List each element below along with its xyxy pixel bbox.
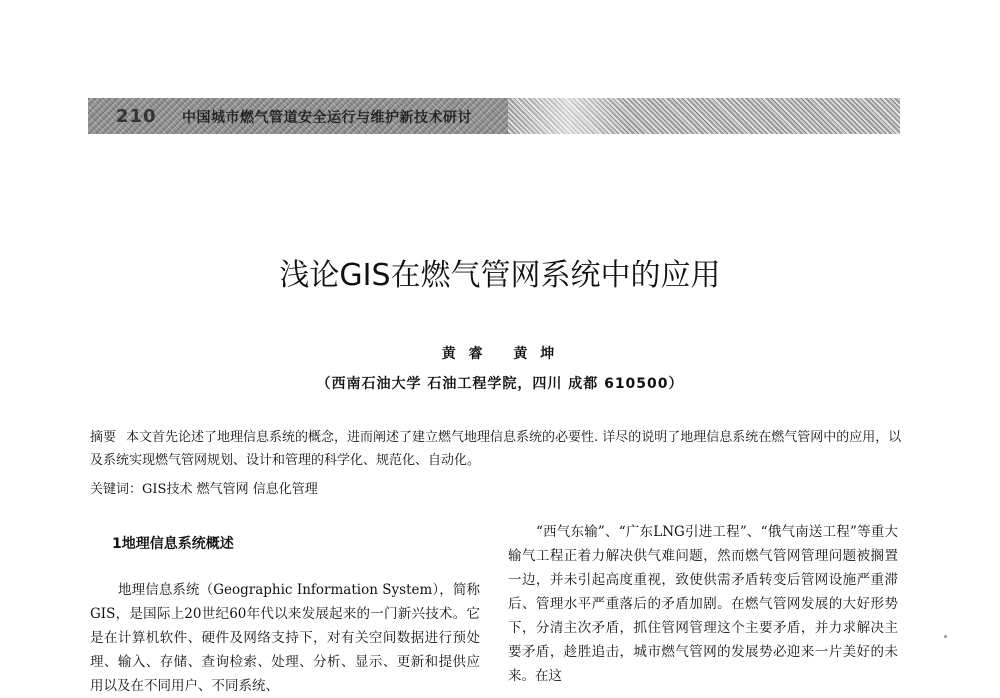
right-column (508, 520, 898, 688)
abstract-label: 摘要 (90, 430, 117, 445)
left-column (90, 520, 480, 698)
paper-title: 浅论GIS在燃气管网系统中的应用 (279, 258, 721, 293)
section-heading: 1地理信息系统概述 (112, 536, 234, 552)
keywords (90, 478, 318, 497)
running-title: 中国城市燃气管道安全运行与维护新技术研讨 (182, 110, 472, 126)
abstract (90, 426, 902, 472)
running-header-band (88, 98, 900, 134)
header-texture-fade (508, 98, 628, 134)
body-paragraph: 地理信息系统（Geographic Information System），简称GIS，是国际上20世纪60年代以来发展起来的一门新兴技术。它是在计算机软件、硬件及网络支持下，对有关空间数据进行预处理、输入、存储、查询检索、处理、分析、显示、更新和提供应用以及在不同用户、不同系统、 (90, 582, 480, 694)
paper-authors: 黄 睿 黄 坤 (441, 346, 559, 362)
keywords-text: GIS技术 燃气管网 信息化管理 (142, 482, 318, 497)
body-paragraph: “西气东输”、“广东LNG引进工程”、“俄气南送工程”等重大输气工程正着力解决供气难问题，然而燃气管网管理问题被搁置一边，并未引起高度重视，致使供需矛盾转变后管网设施严重滞后、管理水平严重落后的矛盾加剧。在燃气管网发展的大好形势下，分清主次矛盾，抓住管网管理这个主要矛盾，并力求解决主要矛盾，趁胜追击，城市燃气管网的发展势必迎来一片美好的未来。在这 (508, 524, 898, 684)
abstract-text: 本文首先论述了地理信息系统的概念，进而阐述了建立燃气地理信息系统的必要性. 详尽的说明了地理信息系统在燃气管网中的应用，以及系统实现燃气管网规划、设计和管理的科学化、规范化、自动化。 (90, 430, 902, 468)
keywords-label: 关键词： (90, 482, 143, 497)
paper-affiliation: （西南石油大学 石油工程学院，四川 成都 610500） (316, 376, 684, 392)
scan-speck (944, 635, 947, 638)
page-number: 210 (116, 106, 157, 127)
